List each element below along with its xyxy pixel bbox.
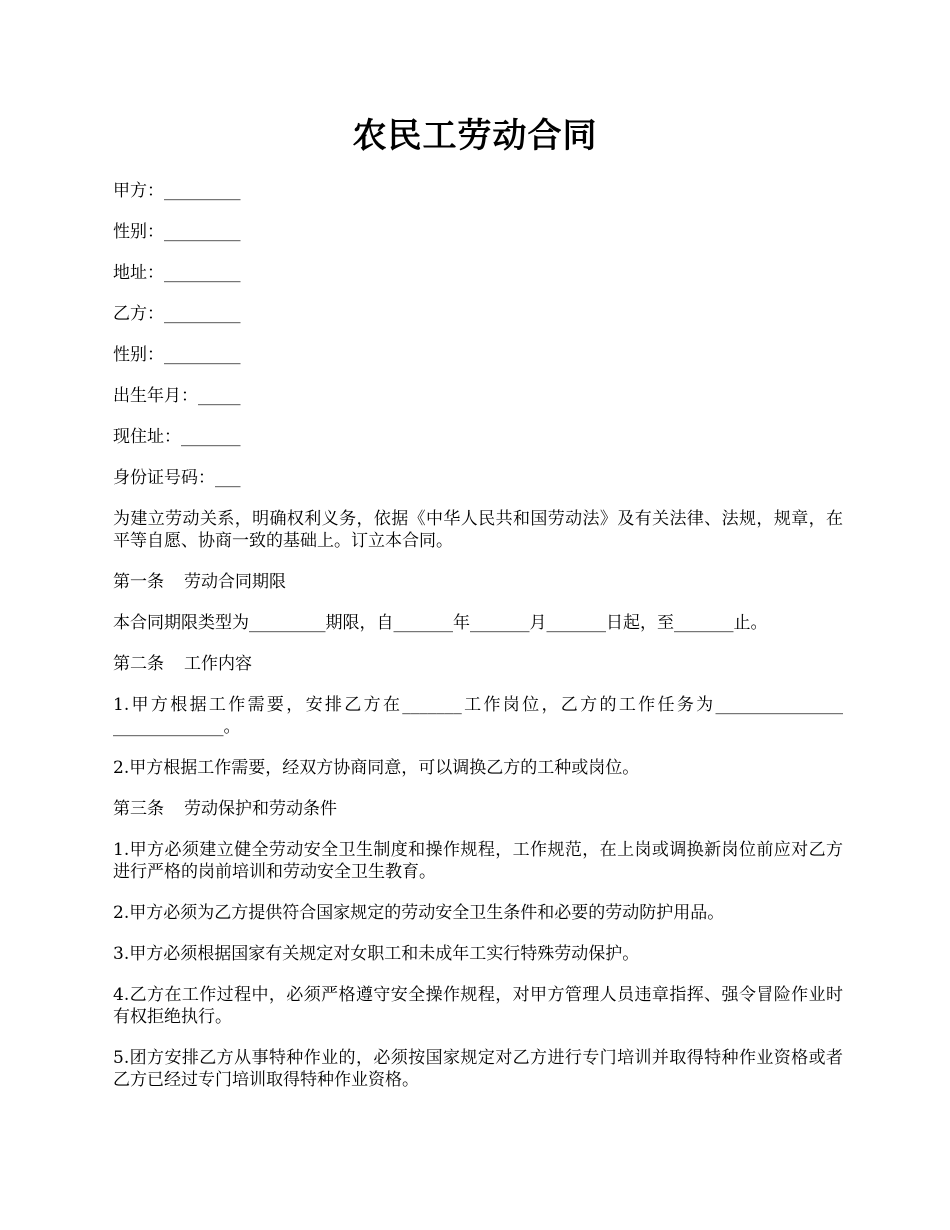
article-3-paragraph-2: 2.甲方必须为乙方提供符合国家规定的劳动安全卫生条件和必要的劳动防护用品。	[113, 903, 725, 923]
article-3-heading	[113, 798, 843, 820]
article-1-heading	[113, 571, 843, 593]
article-3-paragraph-5: 5.团方安排乙方从事特种作业的，必须按国家规定对乙方进行专门培训并取得特种作业资格或者乙方已经过专门培训取得特种作业资格。	[113, 1048, 843, 1090]
field-party-b: 乙方：_________	[113, 304, 241, 324]
article-1-paragraph-1: 本合同期限类型为_________期限，自_______年_______月_______日起，至_______止。	[113, 613, 768, 633]
field-party-a: 甲方：_________	[113, 181, 241, 201]
article-2-number: 第二条	[113, 654, 164, 674]
article-1-number: 第一条	[113, 572, 164, 592]
article-2-heading	[113, 653, 843, 675]
article-2-name: 工作内容	[184, 654, 252, 674]
field-party-a-gender: 性别：_________	[113, 222, 241, 242]
field-party-b-gender: 性别：_________	[113, 345, 241, 365]
article-3-name: 劳动保护和劳动条件	[184, 799, 337, 819]
document-title: 农民工劳动合同	[352, 116, 598, 156]
field-id-number: 身份证号码：___	[113, 468, 241, 488]
field-party-a-address: 地址：_________	[113, 263, 241, 283]
article-3-number: 第三条	[113, 799, 164, 819]
article-1-name: 劳动合同期限	[184, 572, 286, 592]
article-2-paragraph-1: 1.甲方根据工作需要，安排乙方在_______工作岗位，乙方的工作任务为_______________ _____________。	[113, 695, 843, 737]
article-3-paragraph-3: 3.甲方必须根据国家有关规定对女职工和未成年工实行特殊劳动保护。	[113, 944, 640, 964]
article-2-paragraph-2: 2.甲方根据工作需要，经双方协商同意，可以调换乙方的工种或岗位。	[113, 758, 640, 778]
article-3-paragraph-1: 1.甲方必须建立健全劳动安全卫生制度和操作规程，工作规范，在上岗或调换新岗位前应对乙方进行严格的岗前培训和劳动安全卫生教育。	[113, 840, 843, 882]
field-current-address: 现住址：_______	[113, 427, 241, 447]
article-3-paragraph-4: 4.乙方在工作过程中，必须严格遵守安全操作规程，对甲方管理人员违章指挥、强令冒险作业时有权拒绝执行。	[113, 985, 843, 1027]
intro-paragraph: 为建立劳动关系，明确权利义务，依据《中华人民共和国劳动法》及有关法律、法规，规章，在平等自愿、协商一致的基础上。订立本合同。	[113, 509, 843, 551]
document-body	[113, 180, 843, 1110]
field-birth-date: 出生年月：_____	[113, 386, 241, 406]
